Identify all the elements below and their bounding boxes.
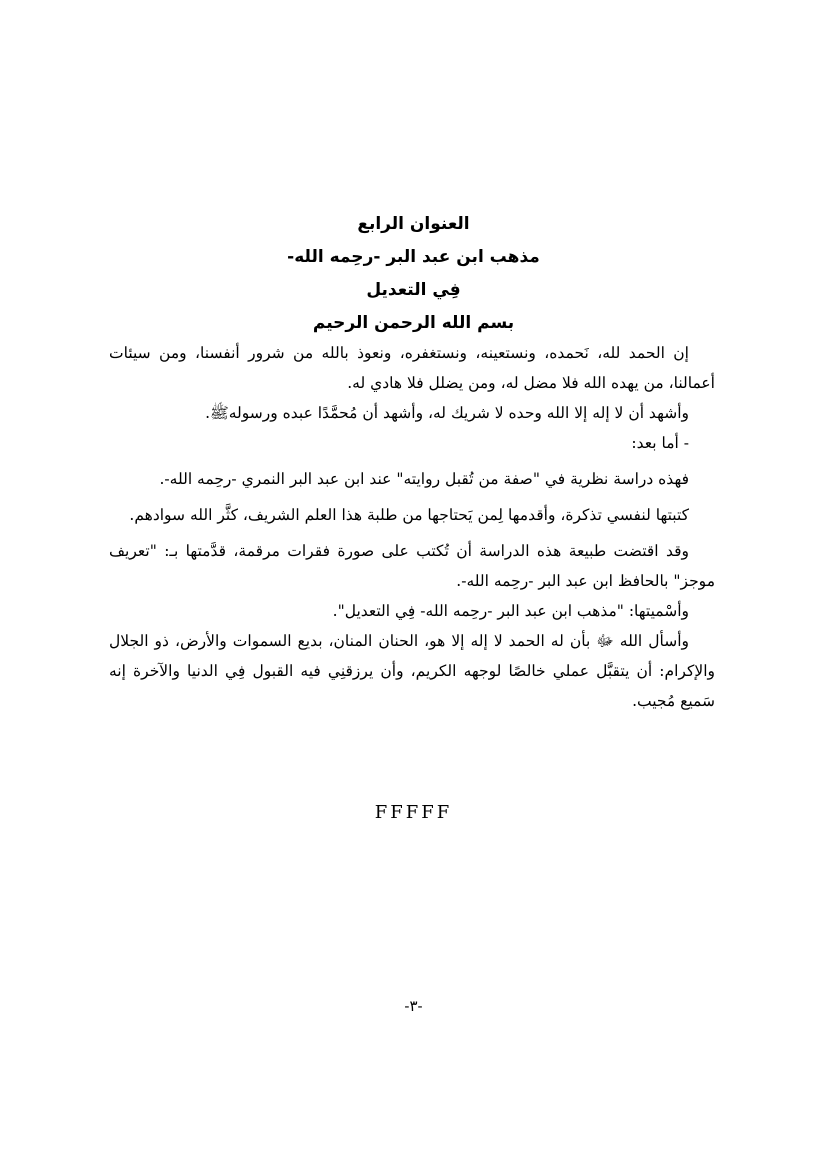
chapter-topic: فِي التعديل [366, 280, 461, 300]
paragraph-structure: وقد اقتضت طبيعة هذه الدراسة أن تُكتب على صورة فقرات مرقمة، قدَّمتها بـ: "تعريف موجز" بالحافظ ابن عبد البر -رحِمه الله-. [109, 542, 715, 590]
paragraph-study-intro: فهذه دراسة نظرية في "صفة من تُقبل روايته" عند ابن عبد البر النمري -رحِمه الله-. [159, 470, 689, 488]
chapter-subtitle: مذهب ابن عبد البر -رحِمه الله- [287, 247, 540, 267]
paragraph-naming: وأسْميتها: "مذهب ابن عبد البر -رحِمه الله- فِي التعديل". [332, 602, 689, 620]
chapter-title: العنوان الرابع [357, 214, 470, 234]
paragraph-supplication: وأسأل الله ﷻ بأن له الحمد لا إله إلا هو، الحنان المنان، بديع السموات والأرض، ذو الجلال والإكرام: أن يتقبَّل عملي خالصًا لوجهه الكريم، وأن يرزقنِي فيه القبول فِي الدنيا والآخرة إنه سَميع مُجيب. [109, 632, 715, 710]
body-text [109, 338, 715, 716]
heading-block [0, 208, 827, 340]
paragraph-amma-bad: - أما بعد: [631, 434, 689, 452]
paragraph-opening-praise: إن الحمد لله، نَحمده، ونستعينه، ونستغفره، ونعوذ بالله من شرور أنفسنا، ومن سيئات أعمالنا، من يهده الله فلا مضل له، ومن يضلل فلا هادي له. [109, 344, 715, 392]
section-ornament: FFFFF [374, 802, 453, 823]
paragraph-purpose: كتبتها لنفسي تذكرة، وأقدمها لِمن يَحتاجها من طلبة هذا العلم الشريف، كثَّر الله سوادهم. [129, 506, 689, 524]
page-number: -٣- [404, 997, 423, 1015]
basmala: بسم الله الرحمن الرحيم [312, 313, 515, 333]
paragraph-testimony: وأشهد أن لا إله إلا الله وحده لا شريك له، وأشهد أن مُحمَّدًا عبده ورسولهﷺ. [205, 404, 689, 422]
